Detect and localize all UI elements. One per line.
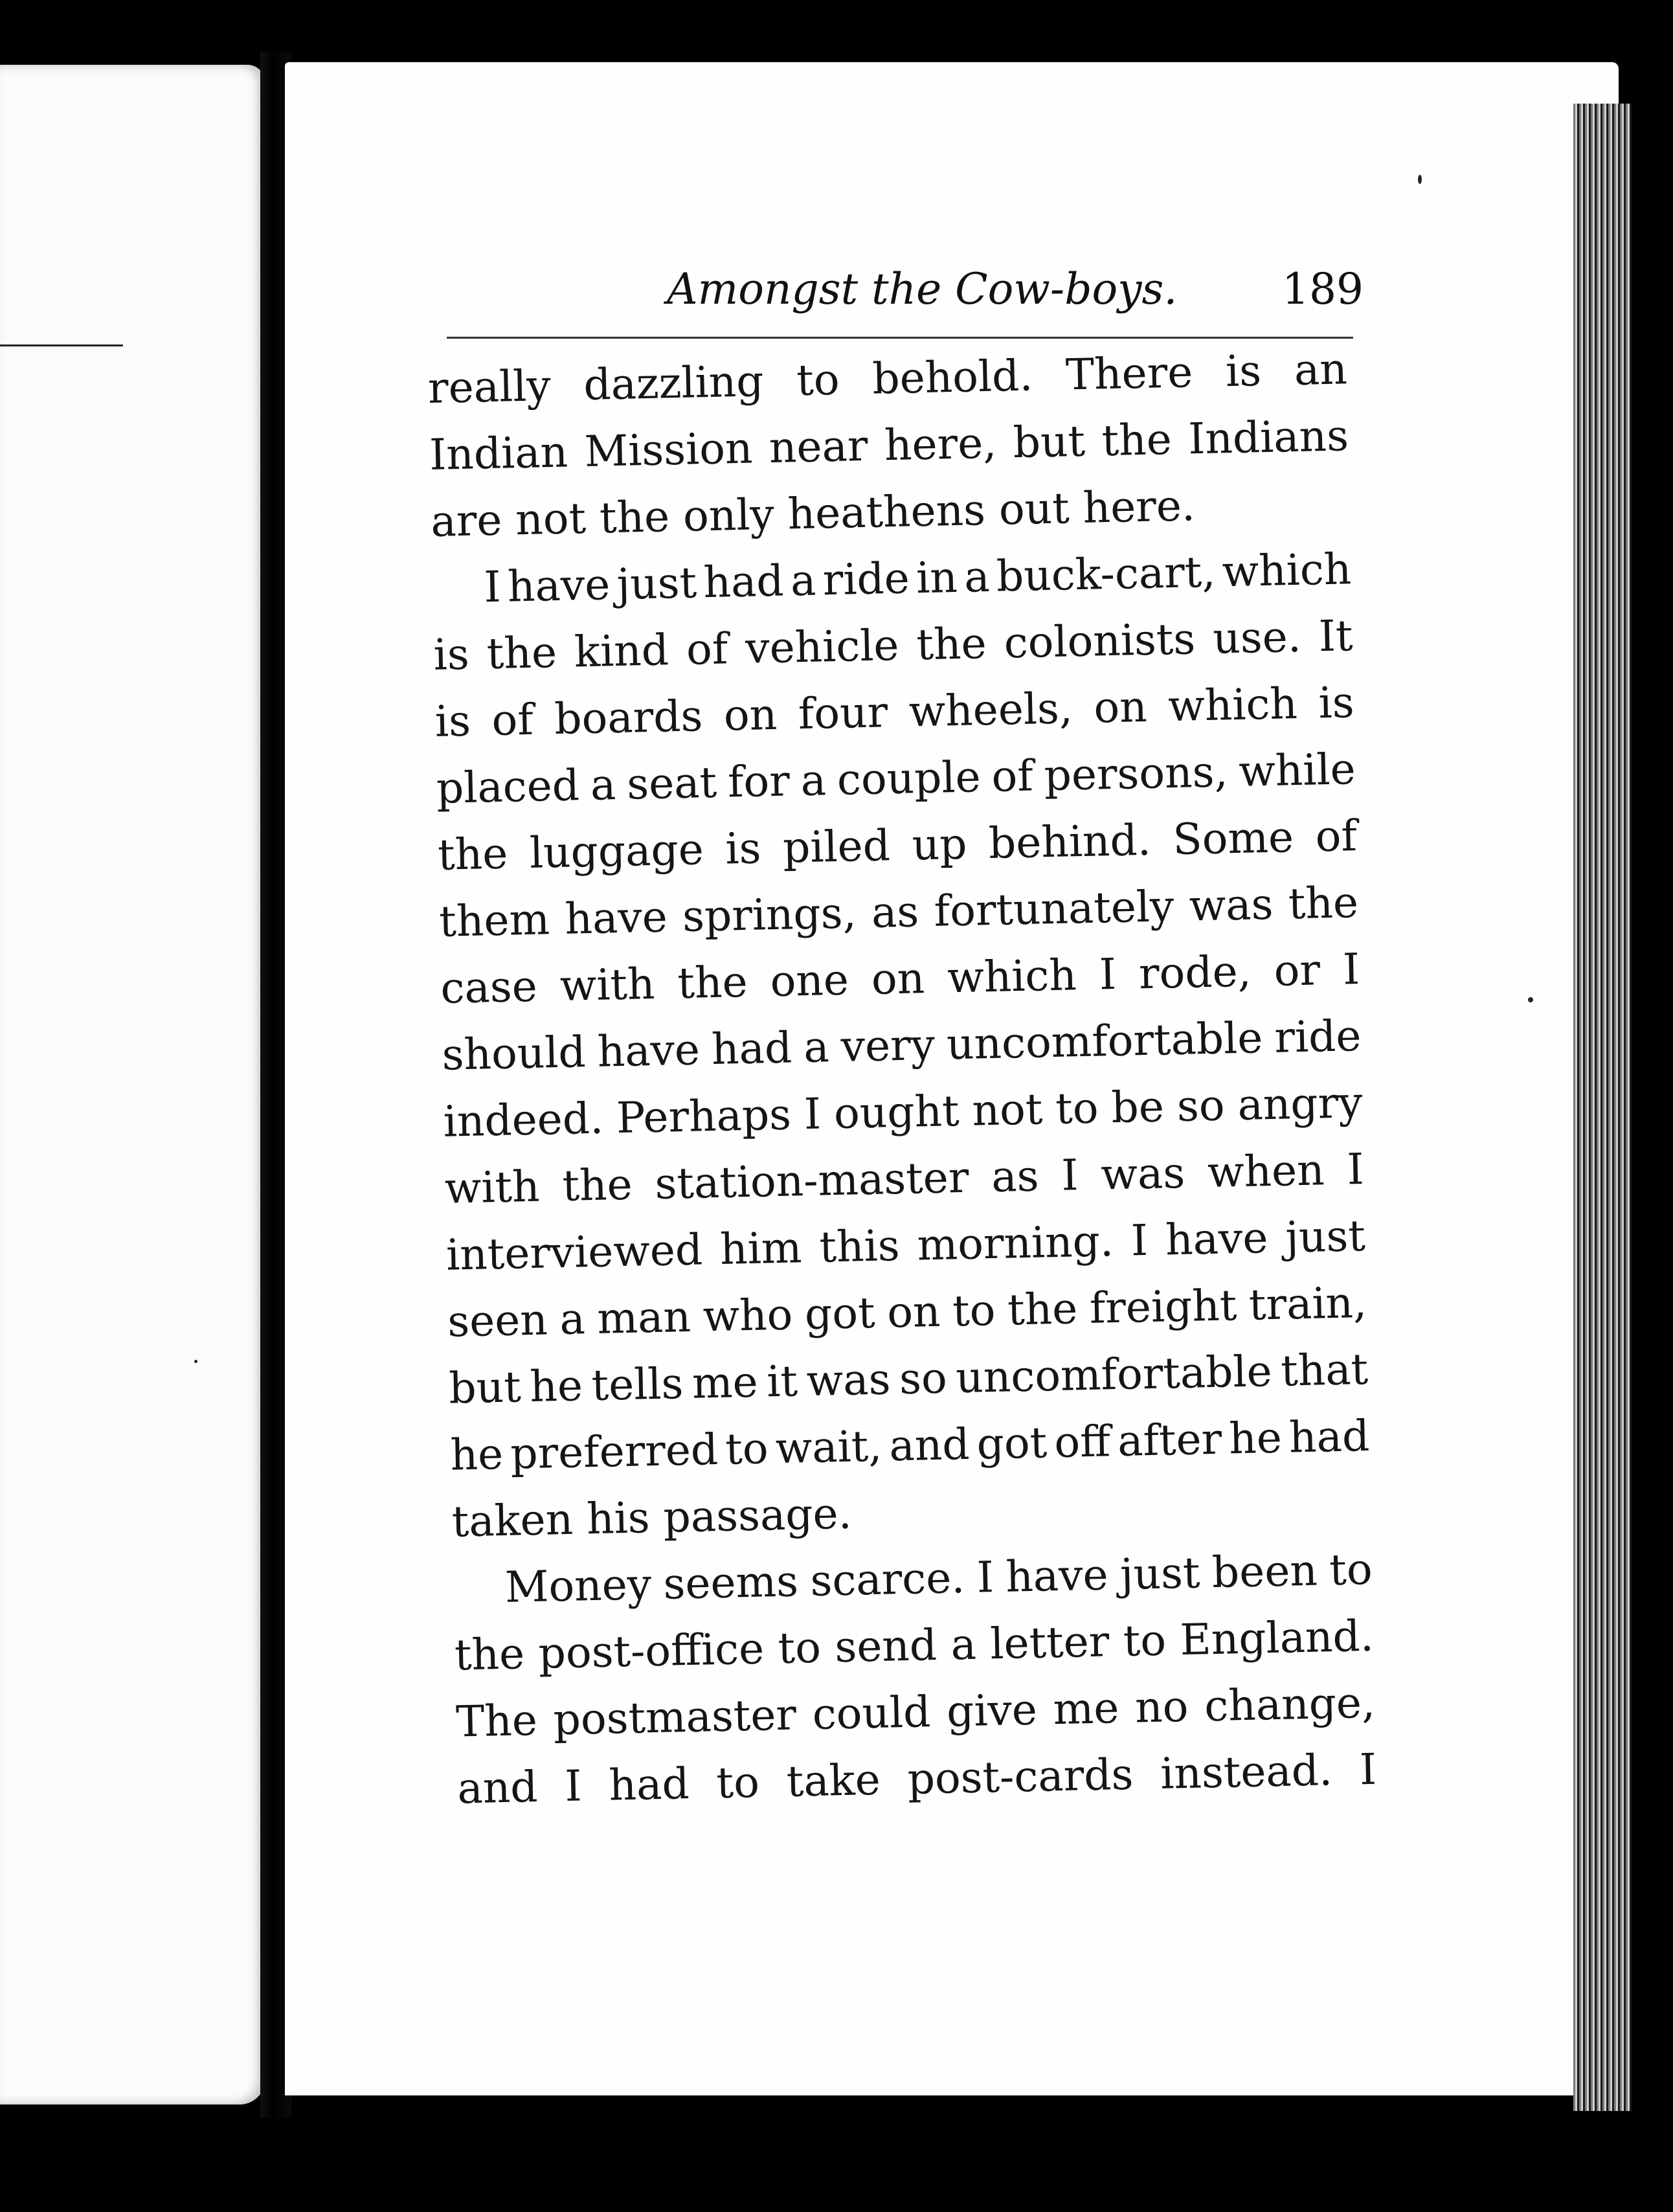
text-line: taken his passage.: [451, 1488, 853, 1547]
scan-speck: [1418, 175, 1422, 184]
text-line: the luggage is piled up behind. Some of: [437, 811, 1358, 880]
running-head: Amongst the Cow-boys.: [667, 264, 1178, 314]
text-line: placed a seat for a couple of persons, while: [436, 744, 1356, 813]
text-line: is of boards on four wheels, on which is: [434, 677, 1355, 747]
left-page-rule: [0, 344, 123, 346]
text-line: should have had a very uncomfortable ride: [441, 1011, 1362, 1080]
text-line: Indian Mission near here, but the Indians: [429, 411, 1349, 480]
text-line: are not the only heathens out here.: [430, 480, 1196, 547]
text-line: but he tells me it was so uncomfortable that: [448, 1344, 1369, 1414]
text-line: the post-office to send a letter to England.: [454, 1610, 1375, 1680]
page-edges: [1573, 104, 1632, 2111]
text-line: interviewed him this morning. I have just: [445, 1210, 1366, 1280]
text-line: with the station-master as I was when I: [444, 1144, 1365, 1213]
body-text: [427, 335, 1377, 1822]
text-line: indeed. Perhaps I ought not to be so angry: [443, 1078, 1364, 1147]
text-line: case with the one on which I rode, or I: [440, 944, 1360, 1013]
text-line: he preferred to wait, and got off after he had: [449, 1410, 1370, 1480]
text-line: Money seems scarce. I have just been to: [504, 1544, 1373, 1612]
text-line: and I had to take post-cards instead. I: [456, 1744, 1377, 1814]
text-line: The postmaster could give me no change,: [455, 1677, 1376, 1747]
scan-speck: [194, 1360, 197, 1363]
text-line: seen a man who got on to the freight train,: [447, 1277, 1367, 1347]
text-line: them have springs, as fortunately was the: [438, 877, 1359, 947]
text-line: is the kind of vehicle the colonists use. It: [432, 611, 1354, 680]
left-facing-page: [0, 65, 265, 2105]
text-line: really dazzling to behold. There is an: [427, 344, 1348, 413]
text-line: I have just had a ride in a buck-cart, which: [483, 544, 1353, 613]
scan-speck: [1528, 997, 1533, 1002]
page-number: 189: [1282, 264, 1364, 314]
